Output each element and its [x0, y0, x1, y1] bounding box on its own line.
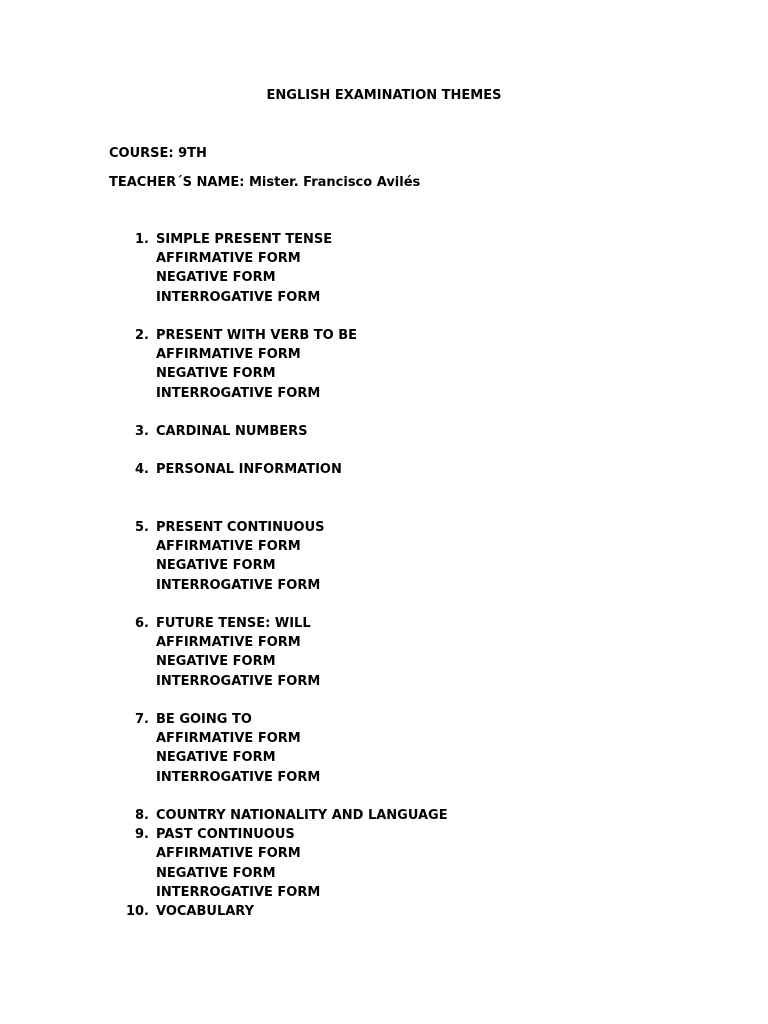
theme-title: BE GOING TO — [156, 711, 252, 727]
themes-list — [0, 230, 448, 921]
theme-title: PERSONAL INFORMATION — [156, 462, 342, 478]
theme-number: 6. — [135, 615, 149, 631]
theme-item — [0, 326, 448, 403]
theme-title: PAST CONTINUOUS — [156, 827, 295, 843]
theme-item — [0, 460, 448, 479]
theme-item — [0, 422, 448, 441]
theme-subitem: NEGATIVE FORM — [156, 366, 276, 382]
theme-item — [0, 806, 448, 825]
theme-subitem: AFFIRMATIVE FORM — [156, 846, 301, 862]
theme-subitem: INTERROGATIVE FORM — [156, 673, 321, 689]
theme-number: 9. — [135, 827, 149, 843]
theme-subitem: AFFIRMATIVE FORM — [156, 731, 301, 747]
theme-subitem: NEGATIVE FORM — [156, 750, 276, 766]
theme-number: 5. — [135, 519, 149, 535]
theme-subitem: NEGATIVE FORM — [156, 270, 276, 286]
theme-title: CARDINAL NUMBERS — [156, 424, 308, 439]
theme-title: PRESENT CONTINUOUS — [156, 519, 325, 535]
theme-subitem: AFFIRMATIVE FORM — [156, 347, 301, 363]
theme-subitem: NEGATIVE FORM — [156, 865, 276, 881]
theme-subitem: INTERROGATIVE FORM — [156, 769, 321, 785]
theme-item — [0, 825, 448, 902]
course-line: COURSE: 9TH — [109, 146, 207, 161]
theme-subitem: INTERROGATIVE FORM — [156, 385, 321, 401]
theme-title: VOCABULARY — [156, 904, 255, 919]
theme-title: SIMPLE PRESENT TENSE — [156, 232, 333, 247]
theme-subitem: AFFIRMATIVE FORM — [156, 539, 301, 555]
theme-title: PRESENT WITH VERB TO BE — [156, 328, 358, 343]
theme-item — [0, 710, 448, 787]
theme-subitem: INTERROGATIVE FORM — [156, 884, 321, 900]
theme-subitem: NEGATIVE FORM — [156, 654, 276, 670]
theme-item — [0, 230, 448, 307]
theme-title: COUNTRY NATIONALITY AND LANGUAGE — [156, 807, 448, 823]
theme-subitem: INTERROGATIVE FORM — [156, 577, 321, 593]
document-title: ENGLISH EXAMINATION THEMES — [266, 88, 502, 103]
theme-title: FUTURE TENSE: WILL — [156, 615, 311, 631]
theme-subitem: AFFIRMATIVE FORM — [156, 251, 301, 267]
theme-number: 10. — [125, 904, 149, 919]
theme-number: 2. — [135, 328, 149, 343]
teacher-name-line: TEACHER´S NAME: Mister. Francisco Avilés — [109, 175, 421, 190]
theme-number: 4. — [135, 462, 149, 478]
theme-number: 1. — [135, 232, 149, 247]
theme-number: 7. — [135, 711, 149, 727]
theme-item — [0, 902, 448, 921]
theme-item — [0, 518, 448, 595]
theme-number: 8. — [135, 807, 149, 823]
theme-number: 3. — [135, 424, 149, 439]
theme-subitem: AFFIRMATIVE FORM — [156, 635, 301, 651]
theme-item — [0, 614, 448, 691]
theme-subitem: INTERROGATIVE FORM — [156, 289, 321, 305]
theme-subitem: NEGATIVE FORM — [156, 558, 276, 574]
